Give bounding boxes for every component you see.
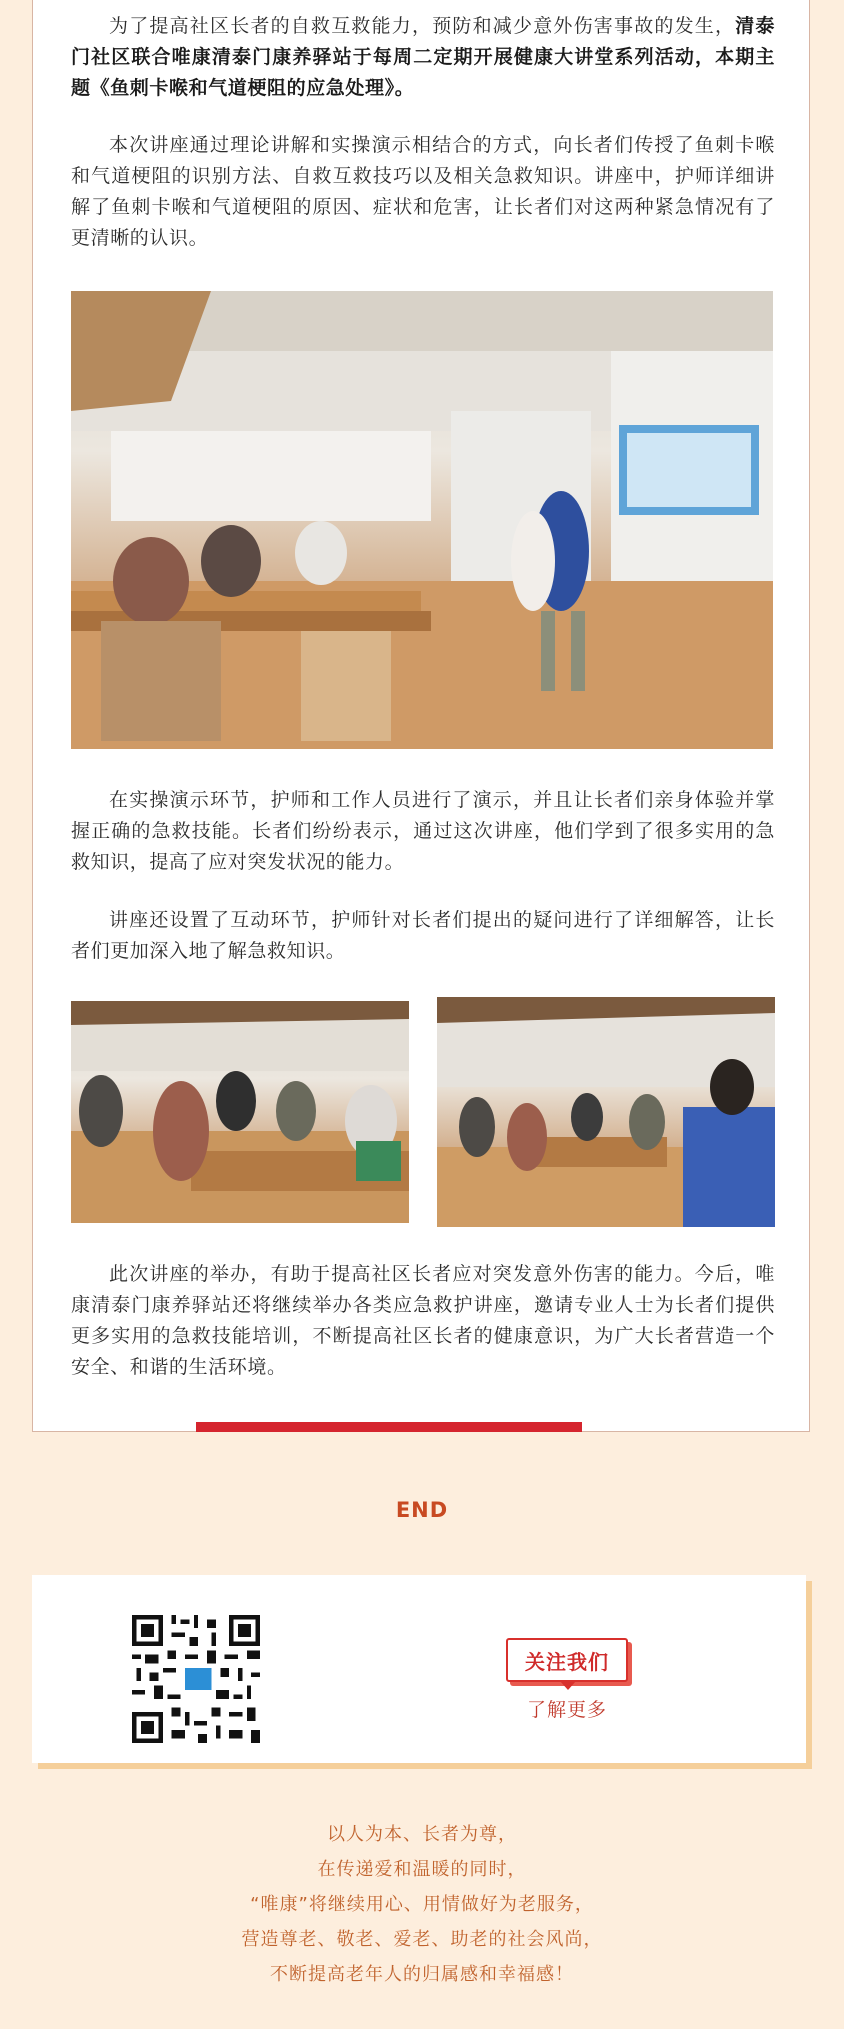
slogan-line-3: “唯康”将继续用心、用情做好为老服务， — [250, 1894, 594, 1915]
audience-photo-left — [71, 1001, 409, 1223]
intro-highlight: 清泰门社区联合唯康清泰门康养驿站于每周二定期开展健康大讲堂系列活动，本期主题《鱼刺卡喉和气道梗阻的应急处理》。 — [71, 15, 776, 99]
section-divider-bar — [196, 1422, 582, 1432]
article-card — [32, 0, 810, 1432]
audience-photo-right — [437, 997, 775, 1227]
slogan-line-2: 在传递爱和温暖的同时， — [317, 1859, 527, 1880]
follow-us-button[interactable] — [506, 1638, 628, 1682]
qr-code-icon[interactable] — [132, 1615, 260, 1743]
slogan-line-5: 不断提高老年人的归属感和幸福感！ — [270, 1964, 574, 1985]
learn-more-link[interactable]: 了解更多 — [526, 1699, 607, 1721]
slogan-line-1: 以人为本、长者为尊， — [327, 1824, 517, 1845]
lecture-paragraph: 本次讲座通过理论讲解和实操演示相结合的方式，向长者们传授了鱼刺卡喉和气道梗阻的识别方法、自救互救技巧以及相关急救知识。讲座中，护师详细讲解了鱼刺卡喉和气道梗阻的原因、症状和危害，让长者们对这两种紧急情况有了更清晰的认识。 — [71, 134, 775, 249]
interaction-paragraph: 讲座还设置了互动环节，护师针对长者们提出的疑问进行了详细解答，让长者们更加深入地了解急救知识。 — [71, 909, 775, 962]
intro-text: 为了提高社区长者的自救互救能力，预防和减少意外伤害事故的发生， — [109, 15, 736, 37]
demonstration-photo — [71, 291, 773, 749]
intro-paragraph — [71, 11, 775, 104]
conclusion-paragraph: 此次讲座的举办，有助于提高社区长者应对突发意外伤害的能力。今后，唯康清泰门康养驿站还将继续举办各类应急救护讲座，邀请专业人士为长者们提供更多实用的急救技能培训，不断提高社区长者的健康意识，为广大长者营造一个安全、和谐的生活环境。 — [71, 1263, 775, 1378]
follow-us-label: 关注我们 — [525, 1649, 609, 1674]
practice-paragraph: 在实操演示环节，护师和工作人员进行了演示，并且让长者们亲身体验并掌握正确的急救技能。长者们纷纷表示，通过这次讲座，他们学到了很多实用的急救知识，提高了应对突发状况的能力。 — [71, 789, 775, 873]
follow-card — [32, 1575, 806, 1763]
end-label: END — [395, 1498, 449, 1522]
slogan-line-4: 营造尊老、敬老、爱老、助老的社会风尚， — [241, 1929, 603, 1950]
button-pointer-icon — [560, 1681, 576, 1690]
